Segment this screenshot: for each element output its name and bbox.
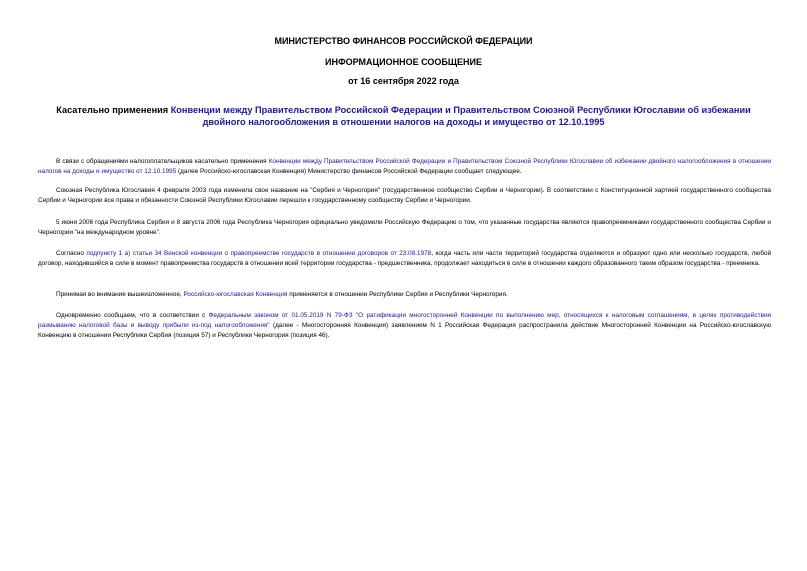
paragraph-6 (38, 311, 771, 341)
paragraph-5-text-end: применяется в отношении Республики Сербия и Республики Черногория. (287, 291, 508, 298)
paragraph-1 (38, 157, 771, 177)
subject-convention-link[interactable]: Конвенции между Правительством Российской Федерации и Правительством Союзной Республики Югославии об избежании двойного налогообложения в отношении налогов на доходы и имущество от 12.10.1995 (170, 105, 751, 127)
paragraph-1-text-start: В связи с обращениями налогоплательщиков касательно применения (56, 158, 269, 165)
paragraph-4-vienna-convention-link[interactable]: подпункту 1 а) статьи 34 Венской конвенции о правопреемстве государств в отношении договоров от 23.08.1978 (86, 250, 432, 257)
paragraph-4 (38, 249, 771, 269)
paragraph-5-text-start: Принимая во внимание вышеизложенное, (56, 291, 184, 298)
document-subject (40, 104, 767, 128)
paragraph-4-text-end: , когда часть или части территорий государства отделяются и образуют одно или несколько государств, любой договор, находившийся в силе в момент правопреемства государств в отношении всей территории государства - предшественника, продолжает находиться в силе в отношении каждого образованного таким образом государства - преемника. (38, 250, 772, 267)
ministry-heading: МИНИСТЕРСТВО ФИНАНСОВ РОССИЙСКОЙ ФЕДЕРАЦИИ (274, 36, 533, 46)
paragraph-2: Союзная Республика Югославия 4 февраля 2003 года изменила свое название на "Сербия и Черногория" (государственное сообщество Сербии и Черногории). В соответствии с Конституционной хартией государственного сообщества Сербии и Черногории все права и обязанности Союзной Республики Югославии перешли к государственному сообществу Сербии и Черногории. (38, 187, 771, 204)
subject-prefix: Касательно применения (56, 105, 171, 115)
paragraph-3: 5 июня 2006 года Республика Сербия и 8 августа 2006 года Республика Черногория официально уведомили Российскую Федерацию о том, что указанные государства являются правопреемниками государственного сообщества Сербии и Черногории "на международном уровне". (38, 219, 771, 236)
paragraph-6-federal-law-link[interactable]: Федеральным законом от 01.05.2019 N 79-ФЗ "О ратификации многосторонней Конвенции по выполнению мер, относящихся к налоговым соглашениям, в целях противодействия размыванию налоговой базы и выводу прибыли из-под налогообложения" (38, 312, 771, 329)
paragraph-6-text-end: (далее - Многосторонняя Конвенция) заявлением N 1 Российская Федерация распространила действие Многосторонней Конвенции на Российско-югославскую Конвенцию в отношении Республики Сербия (позиция 57) и Республики Черногория (позиция 46). (38, 322, 772, 339)
paragraph-1-text-end: (далее Российско-югославская Конвенция) Министерство финансов Российской Федерации сообщает следующее. (176, 168, 522, 175)
paragraph-1-convention-link[interactable]: Конвенции между Правительством Российской Федерации и Правительством Союзной Республики Югославии об избежании двойного налогообложения в отношении налогов на доходы и имущество от 12.10.1995 (38, 158, 771, 175)
paragraph-5 (38, 290, 771, 300)
paragraph-5-convention-link[interactable]: Российско-югославская Конвенция (183, 291, 288, 298)
document-date: от 16 сентября 2022 года (348, 76, 459, 86)
paragraph-6-text-start: Одновременно сообщаем, что в соответствии с (56, 312, 209, 319)
paragraph-4-text-start: Согласно (56, 250, 87, 257)
document-type-heading: ИНФОРМАЦИОННОЕ СООБЩЕНИЕ (325, 57, 482, 67)
